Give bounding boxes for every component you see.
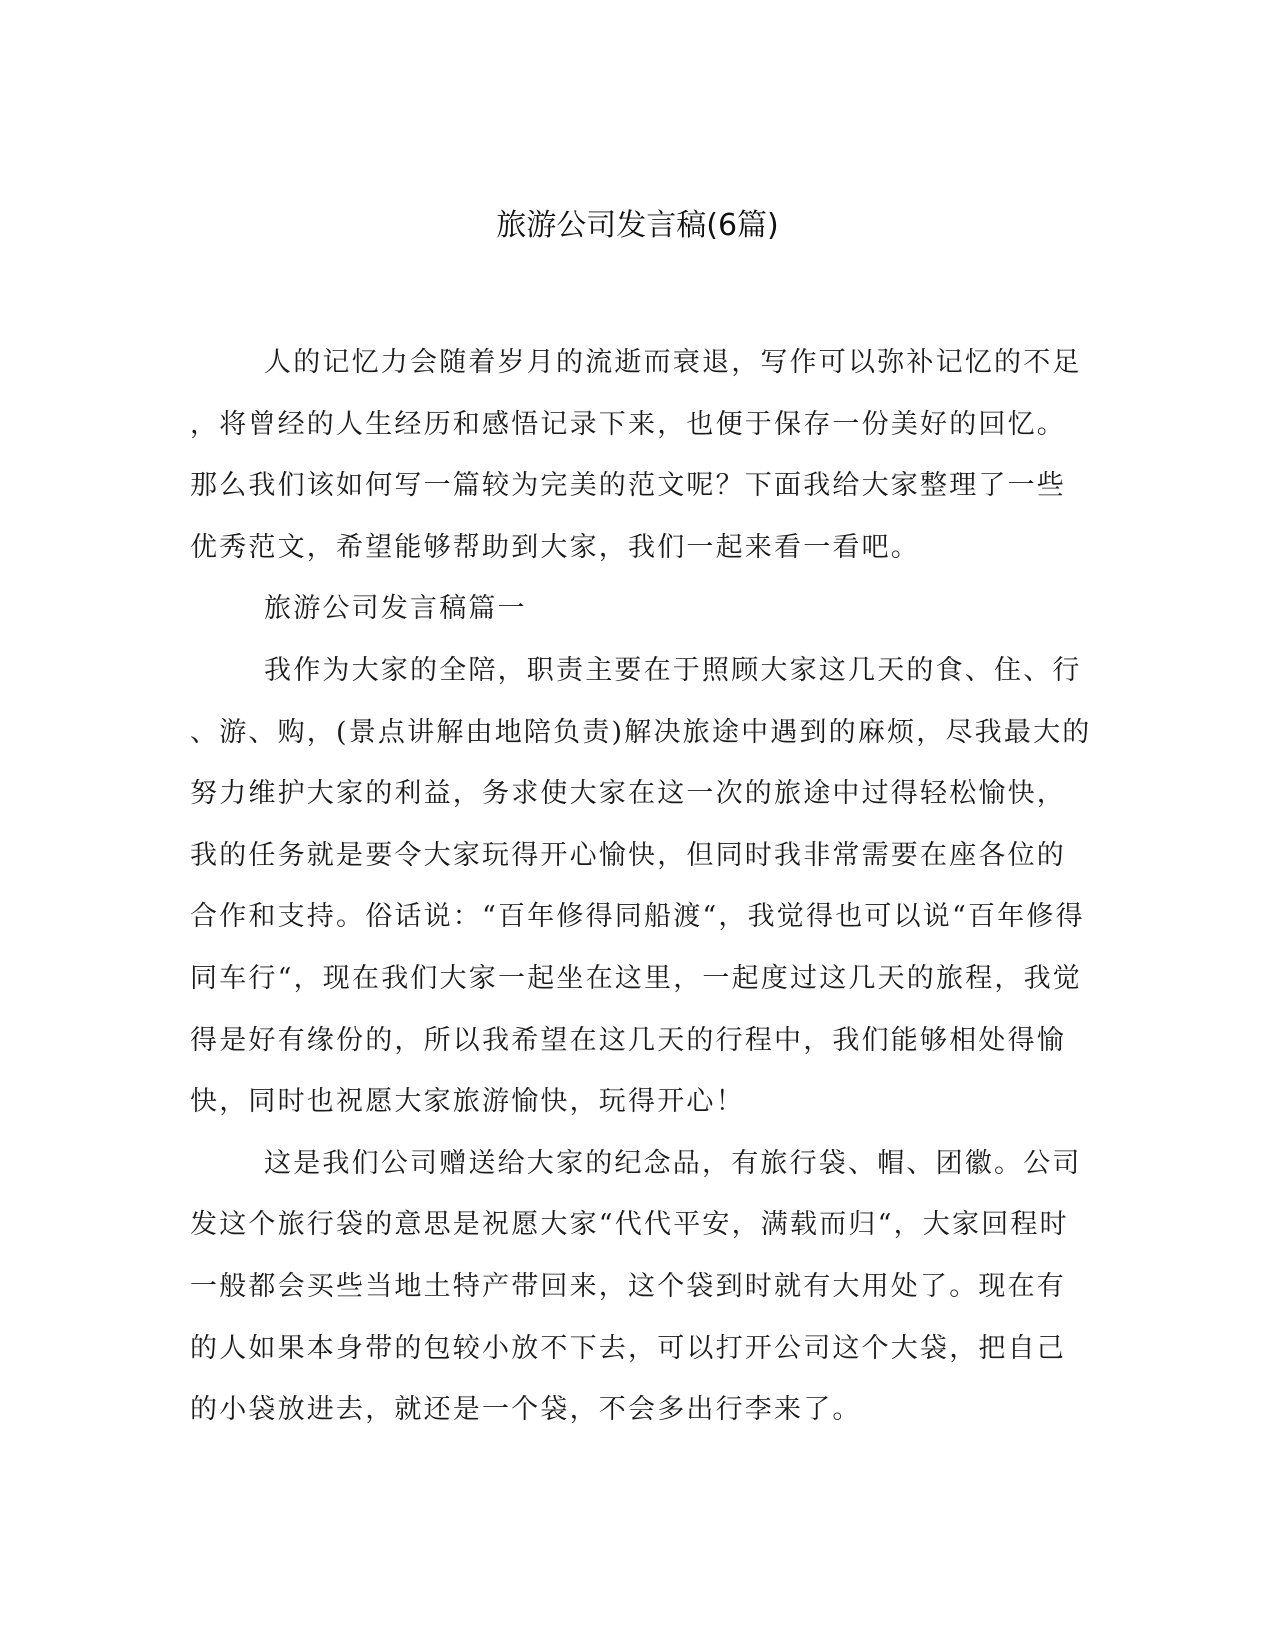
paragraph-line: ，将曾经的人生经历和感悟记录下来，也便于保存一份美好的回忆。: [190, 408, 1066, 440]
paragraph-line: 同车行“，现在我们大家一起坐在这里，一起度过这几天的旅程，我觉: [190, 962, 1083, 994]
document-body: [190, 332, 1090, 1441]
paragraph-line: 这是我们公司赠送给大家的纪念品，有旅行袋、帽、团徽。公司: [264, 1147, 1082, 1179]
paragraph-line: 我的任务就是要令大家玩得开心愉快，但同时我非常需要在座各位的: [190, 839, 1066, 871]
paragraph-line: 一般都会买些当地土特产带回来，这个袋到时就有大用处了。现在有: [190, 1270, 1066, 1302]
paragraph-line: 快，同时也祝愿大家旅游愉快，玩得开心！: [190, 1086, 745, 1118]
paragraph-line: 的小袋放进去，就还是一个袋，不会多出行李来了。: [190, 1394, 862, 1426]
paragraph-line: 人的记忆力会随着岁月的流逝而衰退，写作可以弥补记忆的不足: [264, 347, 1082, 378]
section-heading: 旅游公司发言稿篇一: [264, 593, 527, 625]
paragraph-line: 我作为大家的全陪，职责主要在于照顾大家这几天的食、住、行: [264, 654, 1082, 686]
document-title: 旅游公司发言稿(6篇): [496, 208, 779, 243]
paragraph-line: 合作和支持。俗话说：“百年修得同船渡“，我觉得也可以说“百年修得: [190, 901, 1085, 933]
paragraph-line: 努力维护大家的利益，务求使大家在这一次的旅途中过得轻松愉快，: [190, 778, 1066, 810]
paragraph-line: 的人如果本身带的包较小放不下去，可以打开公司这个大袋，把自己: [190, 1332, 1066, 1364]
paragraph-line: 得是好有缘份的，所以我希望在这几天的行程中，我们能够相处得愉: [190, 1024, 1066, 1056]
paragraph-line: 、游、购，(景点讲解由地陪负责)解决旅途中遇到的麻烦，尽我最大的: [190, 716, 1092, 748]
paragraph-line: 发这个旅行袋的意思是祝愿大家“代代平安，满载而归“，大家回程时: [190, 1209, 1069, 1241]
paragraph-line: 优秀范文，希望能够帮助到大家，我们一起来看一看吧。: [190, 531, 920, 563]
paragraph-line: 那么我们该如何写一篇较为完美的范文呢？下面我给大家整理了一些: [190, 470, 1066, 502]
